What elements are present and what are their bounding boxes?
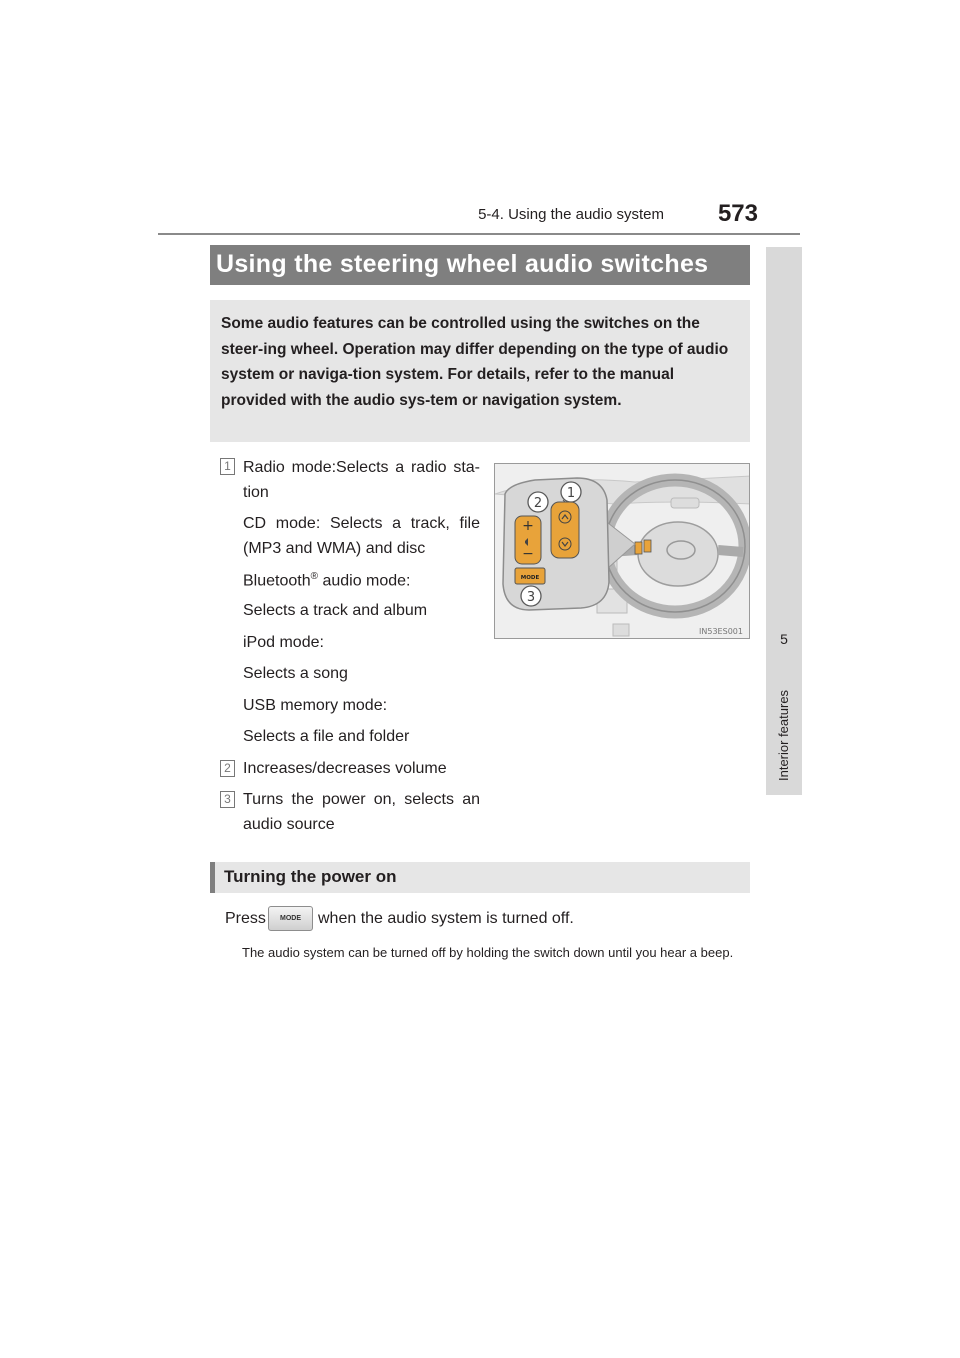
- section-title: Using the steering wheel audio switches: [216, 250, 709, 278]
- item-1-line: CD mode: Selects a track, file: [243, 515, 480, 532]
- item-1-line: Selects a track and album: [243, 602, 428, 619]
- press-suffix: when the audio system is turned off.: [318, 910, 574, 927]
- figure-mode-label: MODE: [520, 575, 540, 581]
- item-1-line: iPod mode:: [243, 634, 324, 651]
- item-1-line: Selects a song: [243, 665, 348, 682]
- header-section-title: 5-4. Using the audio system: [478, 206, 664, 223]
- subsection-title: Turning the power on: [224, 867, 397, 886]
- figure-callout-2: 2: [533, 496, 543, 511]
- registered-mark: ®: [310, 571, 318, 582]
- item-number-badge: 3: [220, 791, 235, 808]
- item-3-line: Turns the power on, selects an: [243, 791, 480, 808]
- steering-wheel-figure: [494, 463, 750, 639]
- audio-mode-word: audio mode:: [322, 572, 411, 590]
- chapter-number: 5: [780, 631, 788, 647]
- page-number: 573: [717, 200, 758, 227]
- item-2-line: Increases/decreases volume: [243, 760, 447, 777]
- bluetooth-word: Bluetooth: [243, 572, 311, 590]
- item-number-badge: 2: [220, 760, 235, 777]
- figure-callout-1: 1: [566, 486, 576, 501]
- subsection-heading: [210, 862, 750, 893]
- intro-text: Some audio features can be controlled using the switches on the steer-ing wheel. Operation may differ depending on the type of audio system or naviga-tion system. For details, refer to the manual provided with the audio sys-tem or navigation system.: [221, 315, 729, 409]
- figure-callout-3: 3: [526, 590, 536, 605]
- item-1-line: tion: [243, 484, 269, 501]
- item-1-line-bluetooth: [243, 571, 411, 590]
- item-1-line: USB memory mode:: [243, 697, 388, 714]
- subsection-bar: [210, 862, 215, 893]
- section-heading: [210, 245, 750, 285]
- header-rule: [158, 233, 800, 235]
- item-3-line: audio source: [243, 816, 335, 833]
- page-header: [158, 200, 800, 232]
- item-1-line: Radio mode:Selects a radio sta-: [243, 459, 480, 476]
- item-1-line: (MP3 and WMA) and disc: [243, 540, 426, 557]
- item-1-line: Selects a file and folder: [243, 728, 410, 745]
- intro-box: [210, 300, 750, 442]
- svg-text:−: −: [522, 546, 534, 562]
- chapter-side-tab: [766, 247, 802, 795]
- steering-wheel-illustration: [495, 464, 750, 639]
- svg-text:+: +: [522, 518, 534, 534]
- note-text: The audio system can be turned off by holding the switch down until you hear a beep.: [242, 945, 734, 960]
- chapter-label: Interior features: [776, 689, 791, 781]
- item-number-badge: 1: [220, 458, 235, 475]
- mode-button-icon: MODE: [268, 906, 313, 931]
- figure-code: IN53ES001: [699, 627, 743, 636]
- press-label: Press: [225, 910, 266, 927]
